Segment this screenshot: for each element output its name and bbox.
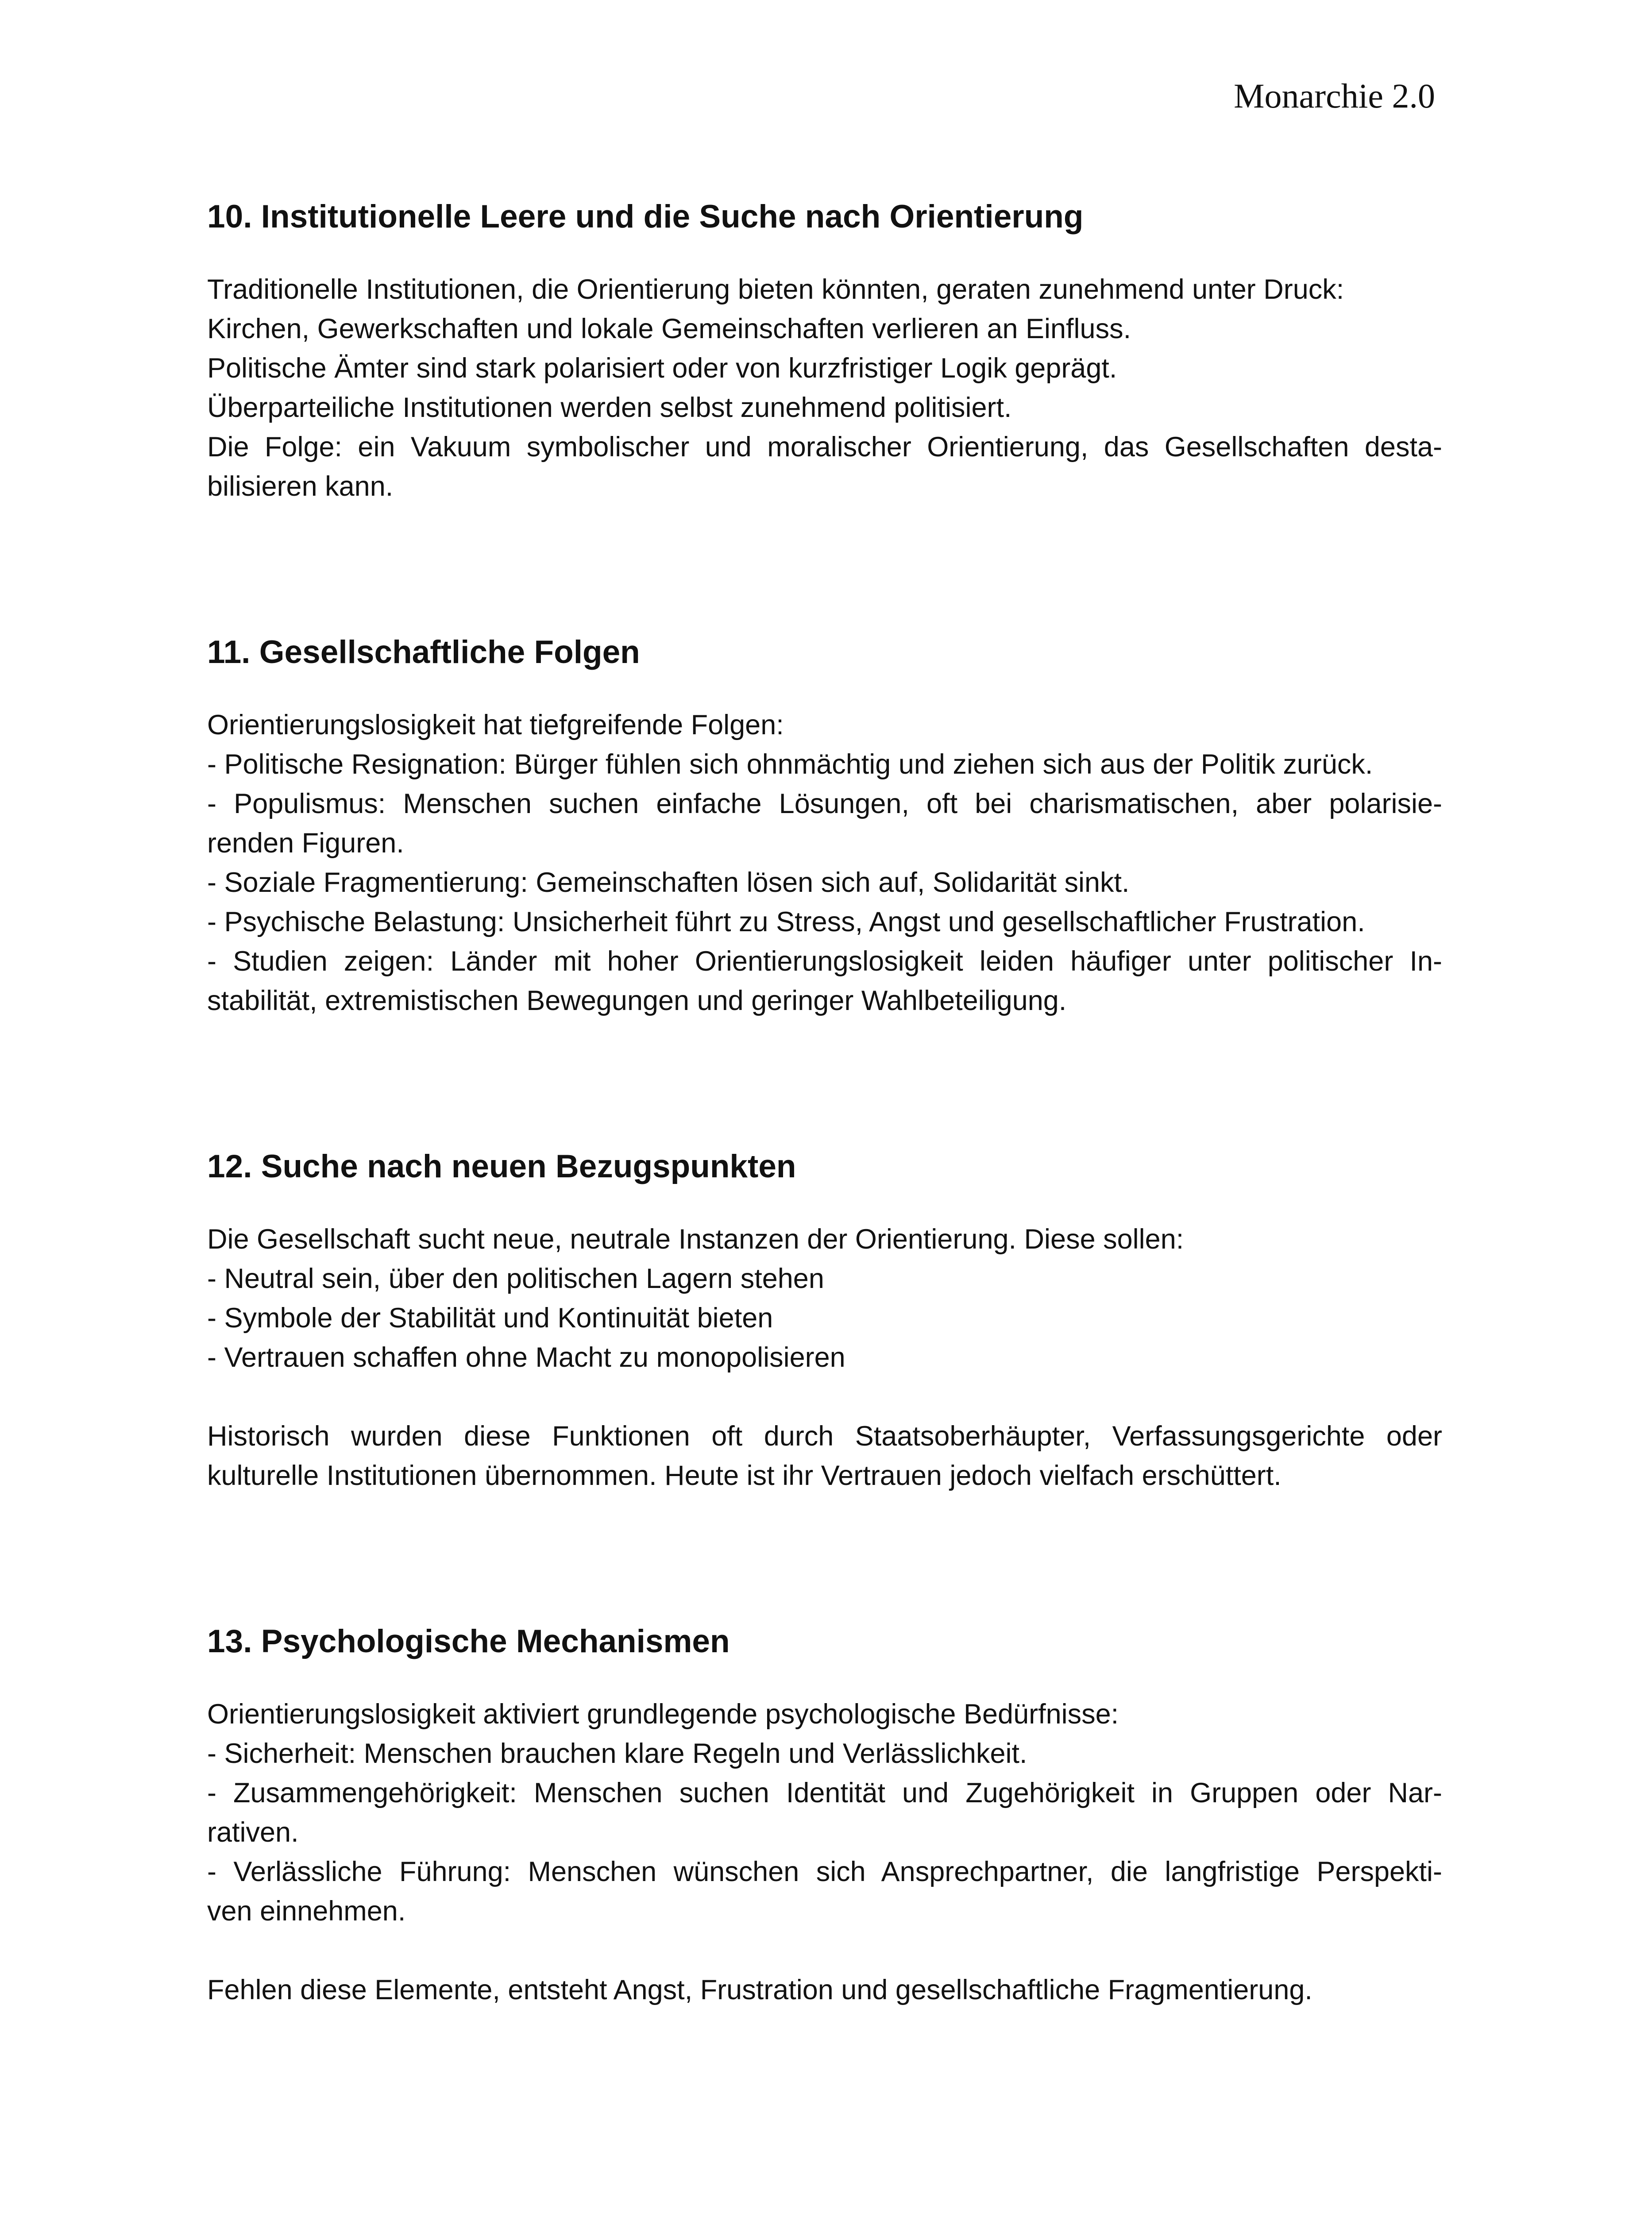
section-heading: 10. Institutionelle Leere und die Suche nach Orientierung: [207, 199, 1084, 235]
text-line: - Studien zeigen: Länder mit hoher Orientierungslosigkeit leiden häufiger unter politischer In-: [207, 946, 1442, 977]
section-heading: 13. Psychologische Mechanismen: [207, 1623, 730, 1659]
text-line: bilisieren kann.: [207, 471, 394, 502]
text-line: - Populismus: Menschen suchen einfache Lösungen, oft bei charismatischen, aber polarisie-: [207, 788, 1442, 819]
text-line: Politische Ämter sind stark polarisiert oder von kurzfristiger Logik geprägt.: [207, 353, 1117, 384]
text-line: renden Figuren.: [207, 828, 404, 859]
text-line: Die Folge: ein Vakuum symbolischer und moralischer Orientierung, das Gesellschaften desta-: [207, 432, 1442, 463]
text-line: - Psychische Belastung: Unsicherheit führt zu Stress, Angst und gesellschaftlicher Frustration.: [207, 906, 1365, 937]
text-line: Orientierungslosigkeit hat tiefgreifende Folgen:: [207, 709, 784, 740]
running-header: Monarchie 2.0: [1234, 77, 1435, 115]
text-line: Die Gesellschaft sucht neue, neutrale Instanzen der Orientierung. Diese sollen:: [207, 1224, 1184, 1255]
text-line: - Sicherheit: Menschen brauchen klare Regeln und Verlässlichkeit.: [207, 1738, 1027, 1769]
document-body: [207, 195, 1442, 2010]
text-line: - Neutral sein, über den politischen Lagern stehen: [207, 1263, 824, 1294]
section-13: [207, 1619, 1442, 2010]
section-spacer: [207, 1021, 1442, 1145]
text-line: - Symbole der Stabilität und Kontinuität bieten: [207, 1303, 773, 1334]
section-heading: 11. Gesellschaftliche Folgen: [207, 634, 640, 670]
text-line: Kirchen, Gewerkschaften und lokale Gemeinschaften verlieren an Einfluss.: [207, 313, 1131, 344]
section-10: [207, 195, 1442, 506]
text-line: - Politische Resignation: Bürger fühlen sich ohnmächtig und ziehen sich aus der Politik zurück.: [207, 749, 1373, 780]
paragraph: [207, 706, 1442, 1021]
section-spacer: [207, 1496, 1442, 1619]
text-line: stabilität, extremistischen Bewegungen und geringer Wahlbeteiligung.: [207, 985, 1067, 1016]
section-heading: 12. Suche nach neuen Bezugspunkten: [207, 1149, 796, 1184]
text-line: Fehlen diese Elemente, entsteht Angst, Frustration und gesellschaftliche Fragmentierung.: [207, 1974, 1312, 2005]
paragraph-spacer: [207, 1931, 1442, 1970]
text-line: - Zusammengehörigkeit: Menschen suchen Identität und Zugehörigkeit in Gruppen oder Nar-: [207, 1777, 1442, 1808]
text-line: rativen.: [207, 1817, 299, 1848]
paragraph: [207, 270, 1442, 506]
paragraph-spacer: [207, 1377, 1442, 1417]
text-line: Historisch wurden diese Funktionen oft durch Staatsoberhäupter, Verfassungsgerichte oder: [207, 1421, 1442, 1452]
text-line: - Verlässliche Führung: Menschen wünschen sich Ansprechpartner, die langfristige Perspekti-: [207, 1856, 1442, 1887]
paragraph: [207, 1417, 1442, 1496]
section-11: [207, 630, 1442, 1021]
paragraph: [207, 1220, 1442, 1377]
text-line: - Vertrauen schaffen ohne Macht zu monopolisieren: [207, 1342, 845, 1373]
text-line: kulturelle Institutionen übernommen. Heute ist ihr Vertrauen jedoch vielfach erschüttert.: [207, 1460, 1281, 1491]
text-line: Überparteiliche Institutionen werden selbst zunehmend politisiert.: [207, 392, 1012, 423]
text-line: ven einnehmen.: [207, 1896, 406, 1927]
text-line: Orientierungslosigkeit aktiviert grundlegende psychologische Bedürfnisse:: [207, 1699, 1119, 1730]
paragraph: [207, 1970, 1442, 2010]
text-line: - Soziale Fragmentierung: Gemeinschaften lösen sich auf, Solidarität sinkt.: [207, 867, 1130, 898]
paragraph: [207, 1695, 1442, 1931]
text-line: Traditionelle Institutionen, die Orientierung bieten könnten, geraten zunehmend unter Druck:: [207, 274, 1344, 305]
section-spacer: [207, 506, 1442, 630]
section-12: [207, 1145, 1442, 1496]
